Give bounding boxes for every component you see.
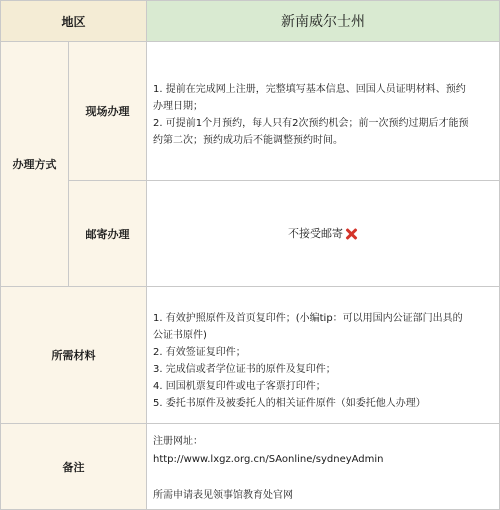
notes-label: 备注 bbox=[0, 423, 147, 510]
method-label: 办理方式 bbox=[0, 41, 69, 287]
materials-line: 5. 委托书原件及被委托人的相关证件原件（如委托他人办理） bbox=[153, 398, 426, 409]
materials-details bbox=[146, 286, 500, 424]
mail-label: 邮寄办理 bbox=[68, 180, 147, 287]
onsite-label: 现场办理 bbox=[68, 41, 147, 181]
onsite-line: 约第二次；预约成功后不能调整预约时间。 bbox=[153, 135, 343, 146]
registration-label: 注册网址： bbox=[153, 436, 203, 447]
materials-label: 所需材料 bbox=[0, 286, 147, 424]
notes-footer: 所需申请表见领事馆教育处官网 bbox=[153, 490, 293, 501]
materials-line: 1. 有效护照原件及首页复印件；(小编tip：可以用国内公证部门出具的 bbox=[153, 313, 463, 324]
registration-url[interactable]: http://www.lxgz.org.cn/SAonline/sydneyAdmin bbox=[153, 454, 384, 465]
onsite-line: 办理日期； bbox=[153, 101, 203, 112]
materials-line: 3. 完成信或者学位证书的原件及复印件； bbox=[153, 364, 336, 375]
onsite-line: 1. 提前在完成网上注册，完整填写基本信息、回国人员证明材料、预约 bbox=[153, 84, 466, 95]
materials-line: 4. 回国机票复印件或电子客票打印件； bbox=[153, 381, 326, 392]
onsite-line: 2. 可提前1个月预约，每人只有2次预约机会；前一次预约过期后才能预 bbox=[153, 118, 469, 129]
spacer bbox=[153, 469, 493, 487]
cross-mark-icon bbox=[344, 227, 358, 241]
region-header-value: 新南威尔士州 bbox=[146, 0, 500, 42]
mail-details bbox=[146, 180, 500, 287]
materials-line: 2. 有效签证复印件； bbox=[153, 347, 246, 358]
mail-value: 不接受邮寄 bbox=[288, 227, 343, 240]
notes-details bbox=[146, 423, 500, 510]
onsite-details bbox=[146, 41, 500, 181]
materials-line: 公证书原件) bbox=[153, 330, 207, 341]
region-header-label: 地区 bbox=[0, 0, 147, 42]
